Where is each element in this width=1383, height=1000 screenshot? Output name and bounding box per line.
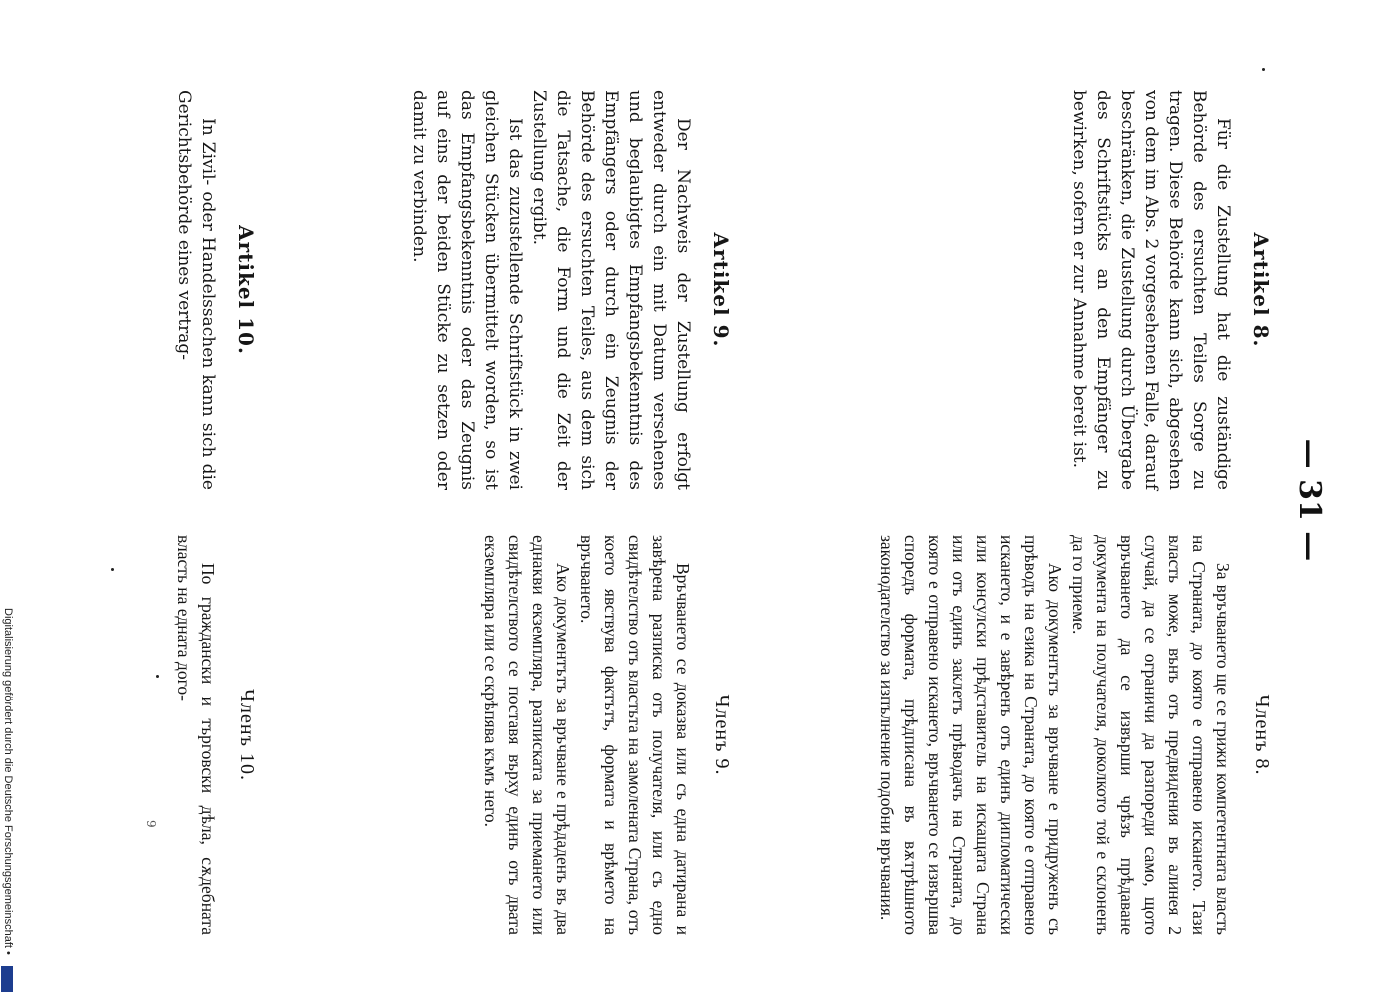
scan-speck [1262, 68, 1265, 71]
article-8-text-de [1067, 90, 1235, 490]
article-8-title-de: Artikel 8. [1249, 232, 1273, 348]
scan-speck [156, 675, 159, 678]
article-8-text-bg [875, 535, 1235, 935]
paragraph: Връчването се доказва или съ една датирана и завѣрена разписка отъ получателя, или съ едно свидѣтелство отъ властьта на замолената Страна, отъ което явствува фактътъ, формата и врѣмето на връчването. [577, 535, 693, 935]
paragraph: За връчването ще се грижи компетентната власть на Страната, до която е отправено искането. Тази власть може, вънъ отъ предвидения въ алинея 2 случай, да се ограничи да разпореди само, щото връчването да се извърши чрѣзъ прѣдаване документа на получателя, доколкото той е склоненъ да го приеме. [1069, 535, 1233, 935]
footer-mark: 9 [144, 820, 158, 828]
article-9-title-bg: Членъ 9. [711, 694, 733, 776]
dfg-logo-icon [1, 966, 13, 992]
article-9-title-de: Artikel 9. [709, 232, 733, 348]
paragraph: Ако документътъ за връчване е прѣдаденъ въ два еднакви екземпляра, разписката за приемането или свидѣтелството се поставя върху единъ отъ двата екземпляра или се скрѣпява къмъ него. [481, 535, 573, 935]
article-9-text-de [407, 90, 695, 490]
article-10-text-de [172, 90, 220, 490]
paragraph: Der Nachweis der Zustellung erfolgt entweder durch ein mit Datum versehenes und beglaubigtes Empfangsbekenntnis des Empfängers oder durch ein Zeugnis der Behörde des ersuchten Teiles, aus dem sich die Tatsache, die Form und die Zeit der Zustellung ergibt. [529, 90, 693, 490]
paragraph: In Zivil- oder Handelssachen kann sich die Gerichtsbehörde eines vertrag- [174, 90, 218, 490]
paragraph: Ако документътъ за връчване е придруженъ съ прѣводъ на езика на Страната, до която е отправено искането, и е завѣренъ отъ единъ дипломатически или консулски прѣдставитель на искащата Страна или отъ единъ заклетъ прѣводачъ на Страната, до която е отправено искането, връчването се извършва споредъ формата, прѣдписана въ вѫтрѣшното законодателство за изпълнение подобни връчвания. [877, 535, 1065, 935]
page-number: — 31 — [1292, 438, 1327, 562]
article-10-text-bg [172, 535, 220, 935]
paragraph: Ist das zuzustellende Schriftstück in zwei gleichen Stücken übermittelt worden, so ist das Empfangsbekenntnis oder das Zeugnis auf eins der beiden Stücke zu setzen oder damit zu verbinden. [409, 90, 525, 490]
paragraph: По граждански и търговски дѣла, сѫдебната власть на едната дого- [174, 535, 218, 935]
paragraph: Für die Zustellung hat die zuständige Behörde des ersuchten Teiles Sorge zu tragen. Diese Behörde kann sich, abgesehen von dem im Abs. 2 vorgesehenen Falle, darauf beschränken, die Zustellung durch Übergabe des Schriftstücks an den Empfänger zu bewirken, sofern er zur Annahme bereit ist. [1069, 90, 1233, 490]
article-10-title-bg: Членъ 10. [236, 689, 258, 781]
article-9-text-bg [479, 535, 695, 935]
article-10-title-de: Artikel 10. [234, 225, 258, 355]
scan-speck [111, 568, 114, 571]
digitization-credit [0, 0, 14, 1000]
credit-text: Digitalisierung gefördert durch die Deutsche Forschungsgemeinschaft • [2, 608, 14, 955]
article-8-title-bg: Членъ 8. [1251, 694, 1273, 776]
